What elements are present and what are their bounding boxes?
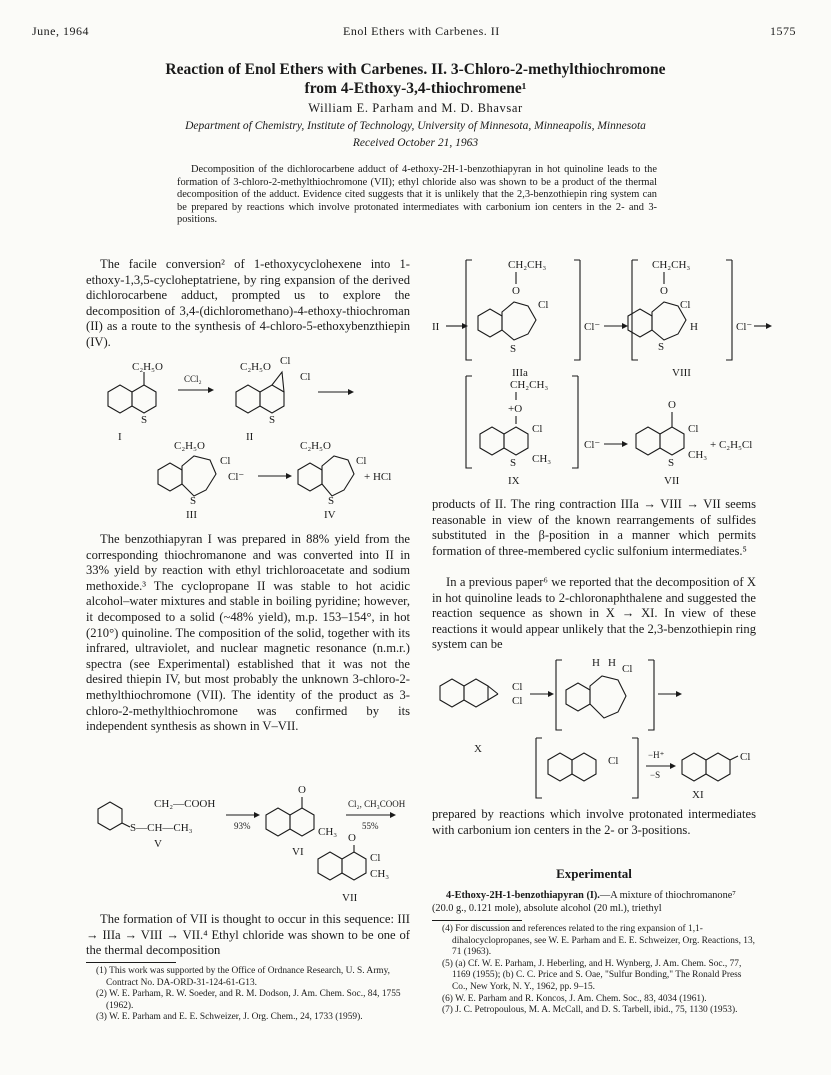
title-line-2: from 4-Ethoxy-3,4-thiochromene¹	[304, 80, 527, 97]
structure-III	[158, 440, 244, 521]
II-cl2: Cl	[300, 371, 311, 383]
authors: William E. Parham and M. D. Bhavsar	[308, 101, 523, 115]
I-s: S	[141, 414, 148, 426]
structure-IIIa	[478, 259, 548, 379]
experimental-text	[432, 890, 756, 915]
VIII-ch2ch3: CH₂CH₃	[652, 259, 691, 271]
VIII-h: H	[690, 321, 698, 333]
label-VII: VII	[342, 892, 358, 904]
bracket-right-X	[648, 660, 654, 730]
running-header-date: June, 1964	[32, 24, 89, 38]
VIIp-s: S	[668, 457, 675, 469]
IIIa-ch2ch3: CH₂CH₃	[508, 259, 547, 271]
abstract: Decomposition of the dichlorocarbene adduct of 4-ethoxy-2H-1-benzothiapyran in hot quinoline leads to the formation of 3-chloro-2-methylthiochromone (VII); ethyl chloride also was shown to be a product of the thermal decomposition of the adduct. Evidence cited suggests that it is unlikely that the 2,3-benzothiepin ring system can be prepared by reactions which involve protonated intermediates with carbonium ion centers in the 2- and 3-positions.	[177, 164, 657, 226]
structure-X-intermediate	[566, 657, 632, 718]
VII-ch3: CH₃	[370, 868, 390, 880]
VII-o: O	[348, 832, 356, 844]
minus-s: −S	[650, 770, 661, 780]
paragraph-synthesis: The benzothiapyran I was prepared in 88% yield from the corresponding thiochromanone and was converted into II in 33% yield by reaction with ethyl trichloroacetate and sodium methoxide.³ The cyclopropane II was stable to hot acidic alcohol–water mixtures and stable in boiling pyridine; however, it decomposed to a solid (~48% yield), m.p. 153–154°, in hot (210°) quinoline. The composition of the solid, together with its infrared, ultraviolet, and nuclear magnetic resonance (n.m.r.) spectra (see Experimental) established that it was not the desired thiepin IV, but most probably the unknown 3-chloro-2-methylthiochromone (VII). The identity of the product as 3-chloro-2-methylthiochromone was confirmed by its independent synthesis as shown in V–VII.	[86, 532, 410, 734]
IV-c2h5o: C₂H₅O	[300, 440, 331, 452]
IIIa-s: S	[510, 343, 517, 355]
yield-55: 55%	[362, 821, 379, 831]
VIII-s: S	[658, 341, 665, 353]
VIII-clminus: Cl⁻	[736, 321, 753, 333]
received-date: Received October 21, 1963	[352, 137, 479, 149]
hcl: + HCl	[364, 471, 392, 483]
footnote-7: (7) J. C. Petropoulous, M. A. McCall, and D. S. Tarbell, ibid., 75, 1130 (1953).	[442, 1005, 738, 1016]
footnote-6: (6) W. E. Parham and R. Koncos, J. Am. Chem. Soc., 83, 4034 (1961).	[442, 993, 707, 1004]
paragraph-previous: In a previous paper⁶ we reported that the decomposition of X in hot quinoline leads to 2-chloronaphthalene and suggested the reaction sequence as shown in X → XI. In view of these reactions it would appear unlikely that the 2,3-benzothiepin ring system can be	[432, 575, 756, 652]
label-XI: XI	[692, 789, 704, 801]
scheme-2	[86, 785, 410, 903]
IX-ch2ch3: CH₂CH₃	[510, 379, 549, 391]
VIII-cl: Cl	[680, 299, 691, 311]
II-s: S	[269, 414, 276, 426]
structure-IX	[480, 379, 551, 487]
scheme-4	[432, 650, 772, 800]
VIII-o: O	[660, 285, 668, 297]
IX-s: S	[510, 457, 517, 469]
paragraph-intro: The facile conversion² of 1-ethoxycyclohexene into 1-ethoxy-1,3,5-cycloheptatriene, by ring expansion of the derived dichlorocarbene adduct, prompted us to explore the decomposition of 3,4-(dichloromethano)-4-ethoxy-thiochroman (II) as a route to the synthesis of 4-chloro-5-ethoxybenzthiepin (IV).	[86, 257, 410, 349]
VIIp-cl: Cl	[688, 423, 699, 435]
label-III: III	[186, 509, 197, 521]
structure-X	[440, 679, 522, 755]
Xi-cl: Cl	[622, 663, 633, 675]
Xi-h2: H	[608, 657, 616, 669]
structure-XI-intermediate	[548, 753, 618, 781]
label-IX: IX	[508, 475, 520, 487]
label-I: I	[118, 431, 122, 443]
structure-IV	[298, 440, 391, 521]
c2h5cl: + C₂H₅Cl	[710, 439, 753, 451]
bracket-right-XI	[632, 738, 638, 798]
affiliation: Department of Chemistry, Institute of Technology, University of Minnesota, Minneapolis, Minnesota	[185, 120, 646, 132]
IV-cl: Cl	[356, 455, 367, 467]
scheme-3	[432, 248, 772, 494]
VIIp-ch3: CH₃	[688, 449, 708, 461]
paragraph-conclusion: prepared by reactions which involve protonated intermediates with carbonium ion centers in the 2- or 3-positions.	[432, 807, 756, 837]
III-cl: Cl	[220, 455, 231, 467]
section-heading-experimental: Experimental	[556, 866, 632, 881]
X-cl1: Cl	[512, 681, 523, 693]
label-X: X	[474, 743, 482, 755]
III-s: S	[190, 495, 197, 507]
IX-clminus: Cl⁻	[584, 439, 601, 451]
XIi-cl: Cl	[608, 755, 619, 767]
footnote-4: (4) For discussion and references related to the ring expansion of 1,1-dihalocyclopropanes, see W. E. Parham and E. E. Schweizer, Org. Reactions, 13, 71 (1963).	[442, 924, 756, 958]
structure-V	[98, 798, 215, 850]
minus-h: −H⁺	[648, 750, 665, 760]
footnote-3: (3) W. E. Parham and E. E. Schweizer, J. Org. Chem., 24, 1733 (1959).	[96, 1012, 363, 1023]
footnotes-left	[96, 966, 410, 1024]
III-c2h5o: C₂H₅O	[174, 440, 205, 452]
VI-ch3: CH₃	[318, 826, 338, 838]
footnote-1: (1) This work was supported by the Office of Ordnance Research, U. S. Army, Contract No. DA-ORD-31-124-61-G13.	[96, 966, 391, 988]
structure-I	[108, 361, 163, 443]
paragraph-mechanism: The formation of VII is thought to occur in this sequence: III → IIIa → VIII → VII.⁴ Ethyl chloride was shown to be one of the thermal decomposition	[86, 912, 410, 958]
scheme-1	[86, 350, 410, 520]
bracket-left-IIIa	[466, 260, 472, 360]
VIIp-o: O	[668, 399, 676, 411]
bracket-right-IIIa	[574, 260, 580, 360]
I-c2h5o: C₂H₅O	[132, 361, 163, 373]
ccl2-reagent: CCl₂	[184, 374, 202, 384]
experimental-body: —A mixture of thiochromanone⁷ (20.0 g., 0.121 mole), absolute alcohol (20 ml.), triethyl	[432, 890, 736, 914]
yield-93: 93%	[234, 821, 251, 831]
II-c2h5o: C₂H₅O	[240, 361, 271, 373]
bracket-left-XI	[536, 738, 542, 798]
label-IV: IV	[324, 509, 336, 521]
label-II: II	[246, 431, 254, 443]
X-cl2: Cl	[512, 695, 523, 707]
label-V: V	[154, 838, 162, 850]
VII-cl: Cl	[370, 852, 381, 864]
IX-cl: Cl	[532, 423, 543, 435]
IIIa-clminus: Cl⁻	[584, 321, 601, 333]
IX-plus-o: +O	[508, 403, 523, 415]
footnote-rule-left	[86, 962, 176, 963]
bracket-left-VIII	[632, 260, 638, 360]
label-VII-product: VII	[664, 475, 680, 487]
reagent-cl2: Cl₂, CH₃COOH	[348, 799, 406, 809]
label-IIIa: IIIa	[512, 367, 528, 379]
label-VI: VI	[292, 846, 304, 858]
footnote-5: (5) (a) Cf. W. E. Parham, J. Heberling, and H. Wynberg, J. Am. Chem. Soc., 77, 1169 (1955); (b) C. C. Price and S. Oae, "Sulfur Bonding," The Ronald Press Co., New York, N. Y., 1962, pp. 9–15.	[442, 958, 742, 992]
structure-VII	[318, 832, 389, 904]
footnote-2: (2) W. E. Parham, R. W. Soeder, and R. M. Dodson, J. Am. Chem. Soc., 84, 1755 (1962).	[96, 989, 401, 1011]
IIIa-cl: Cl	[538, 299, 549, 311]
V-ch2cooh: CH₂—COOH	[154, 798, 216, 810]
footnote-rule-right	[432, 920, 522, 921]
bracket-right-IX	[572, 376, 578, 468]
label-II-start: II	[432, 321, 440, 333]
footnotes-right	[442, 924, 756, 1017]
page-number: 1575	[770, 24, 796, 38]
title-line-1: Reaction of Enol Ethers with Carbenes. II. 3-Chloro-2-methylthiochromone	[165, 61, 666, 78]
bracket-right-VIII	[726, 260, 732, 360]
IV-s: S	[328, 495, 335, 507]
article-title	[60, 60, 771, 98]
XI-cl: Cl	[740, 751, 751, 763]
VI-o: O	[298, 784, 306, 796]
III-clminus: Cl⁻	[228, 471, 245, 483]
structure-II	[236, 355, 310, 443]
Xi-h1: H	[592, 657, 600, 669]
structure-VI	[266, 784, 337, 858]
experimental-compound-heading: 4-Ethoxy-2H-1-benzothiapyran (I).	[446, 890, 600, 901]
IIIa-o: O	[512, 285, 520, 297]
IX-ch3: CH₃	[532, 453, 552, 465]
II-cl1: Cl	[280, 355, 291, 367]
running-header-title: Enol Ethers with Carbenes. II	[343, 24, 500, 38]
structure-VII-product	[636, 399, 752, 487]
structure-XI	[682, 751, 750, 801]
bracket-left-X	[556, 660, 562, 730]
structure-VIII	[628, 259, 698, 379]
paragraph-ring-contraction: products of II. The ring contraction IIIa → VIII → VII seems reasonable in view of the known rearrangements of sulfides substituted in the β-position in a manner which permits formation of three-membered cyclic sulfonium intermediates.⁵	[432, 497, 756, 558]
bracket-left-IX	[466, 376, 472, 468]
label-VIII: VIII	[672, 367, 691, 379]
V-sch: S—CH—CH₃	[130, 822, 193, 834]
